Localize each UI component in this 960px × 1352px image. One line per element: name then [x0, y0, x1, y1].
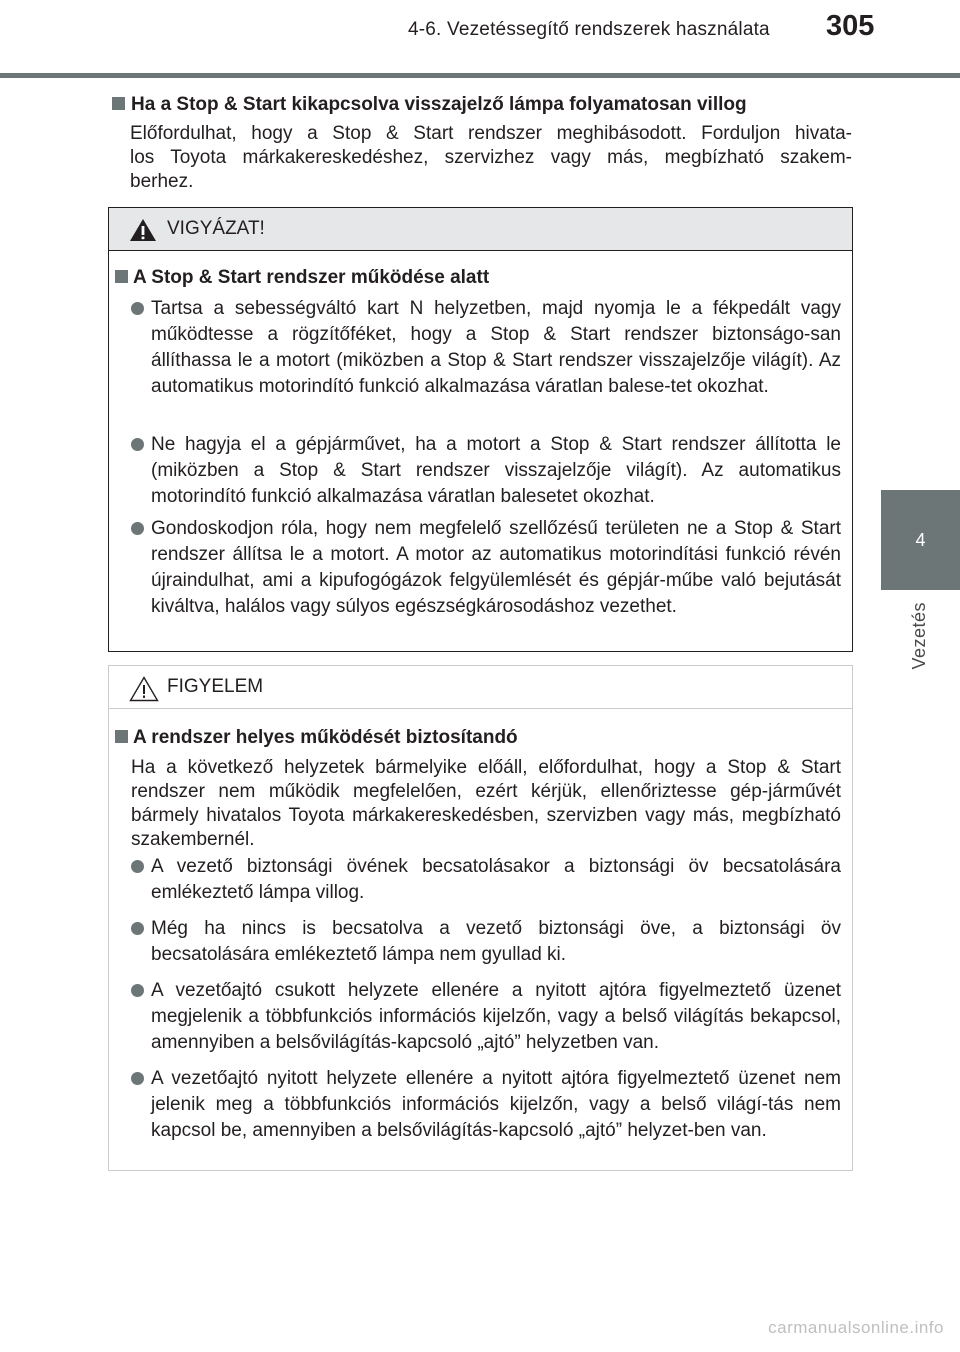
notice-triangle-icon — [129, 676, 159, 702]
watermark: carmanualsonline.info — [768, 1318, 944, 1337]
bullet-dot-icon — [131, 302, 144, 315]
notice-bullet — [131, 1066, 841, 1144]
warning-bullet-text: Gondoskodjon róla, hogy nem megfelelő szellőzésű területen ne a Stop & Start rendszer állítsa le a motort. A motor az automatikus motorindítási funkció révén újraindulhat, ami a kipufogógázok felgyülemlését és gépjár-műbe való bejutását kiváltva, halálos vagy súlyos egészségkárosodáshoz vezethet. — [151, 518, 841, 617]
notice-bullet — [131, 978, 841, 1056]
bullet-dot-icon — [131, 522, 144, 535]
warning-box — [108, 207, 853, 652]
page-number: 305 — [826, 10, 875, 42]
intro-heading — [112, 93, 857, 117]
warning-bullet-text: Ne hagyja el a gépjárművet, ha a motort a Stop & Start rendszer állította le (miközben a Stop & Start rendszer visszajelzője világít). Az automatikus motorindító funkció alkalmazása váratlan balesetet okozhat. — [151, 434, 841, 507]
intro-title: Ha a Stop & Start kikapcsolva visszajelző lámpa folyamatosan villog — [131, 94, 747, 115]
chapter-label-area — [881, 590, 960, 1320]
header-divider — [0, 73, 960, 78]
notice-bullet-text: A vezetőajtó csukott helyzete ellenére a nyitott ajtóra figyelmeztető üzenet megjelenik a többfunkciós információs kijelzőn, vagy a belső világítás bekapcsol, amennyiben a belsővilágítás-kapcsoló „ajtó” helyzetben van. — [151, 980, 841, 1053]
section-title: 4-6. Vezetéssegítő rendszerek használata — [408, 19, 770, 40]
notice-subtitle — [115, 726, 518, 750]
warning-bullet — [131, 296, 841, 400]
intro-line: berhez. — [130, 171, 194, 192]
intro-line: Előfordulhat, hogy a Stop & Start rendszer meghibásodott. Forduljon hivata- — [130, 123, 852, 144]
warning-bullet — [131, 516, 841, 620]
notice-bullet-text: A vezető biztonsági övének becsatolásakor a biztonsági öv becsatolására emlékeztető lámpa villog. — [151, 856, 841, 903]
notice-subtitle-text: A rendszer helyes működését biztosítandó — [133, 727, 518, 748]
notice-label: FIGYELEM — [167, 676, 264, 697]
heading-square-icon — [115, 730, 128, 743]
warning-label: VIGYÁZAT! — [167, 218, 265, 239]
notice-paragraph: Ha a következő helyzetek bármelyike előáll, előfordulhat, hogy a Stop & Start rendszer nem működik megfelelően, ezért kérjük, ellenőriztesse gép-járművét bármely hivatalos Toyota márkakereskedésben, szervizben vagy más, megbízható szakembernél. — [131, 757, 841, 850]
notice-header — [109, 666, 852, 709]
notice-bullet — [131, 854, 841, 906]
bullet-dot-icon — [131, 922, 144, 935]
intro-paragraph — [130, 122, 852, 194]
page-header — [0, 0, 960, 80]
bullet-dot-icon — [131, 438, 144, 451]
bullet-dot-icon — [131, 984, 144, 997]
notice-bullet-text: Még ha nincs is becsatolva a vezető biztonsági öve, a biztonsági öv becsatolására emlékeztető lámpa nem gyullad ki. — [151, 918, 841, 965]
chapter-label: Vezetés — [909, 602, 929, 670]
notice-bullet — [131, 916, 841, 968]
chapter-tab — [881, 490, 960, 1320]
heading-square-icon — [115, 270, 128, 283]
warning-bullet — [131, 432, 841, 510]
warning-header — [109, 208, 852, 251]
bullet-dot-icon — [131, 860, 144, 873]
bullet-dot-icon — [131, 1072, 144, 1085]
warning-subtitle — [115, 266, 489, 290]
chapter-number: 4 — [881, 490, 960, 590]
notice-bullet-text: A vezetőajtó nyitott helyzete ellenére a nyitott ajtóra figyelmeztető üzenet nem jelenik meg a többfunkciós információs kijelzőn, vagy a belső világí-tás nem kapcsol be, amennyiben a belsővilágítás-kapcsoló „ajtó” helyzet-ben van. — [151, 1068, 841, 1141]
warning-bullet-text: Tartsa a sebességváltó kart N helyzetben, majd nyomja le a fékpedált vagy működtesse a rögzítőféket, hogy a Stop & Start rendszer biztonságo-san állíthassa le a motort (miközben a Stop & Start rendszer visszajelzője világít). Az automatikus motorindító funkció alkalmazása váratlan balese-tet okozhat. — [151, 298, 841, 397]
notice-box — [108, 665, 853, 1171]
warning-subtitle-text: A Stop & Start rendszer működése alatt — [133, 267, 490, 288]
heading-square-icon — [112, 97, 125, 110]
intro-line: los Toyota márkakereskedéshez, szervizhez vagy más, megbízható szakem- — [130, 147, 852, 168]
warning-triangle-icon — [129, 218, 157, 242]
